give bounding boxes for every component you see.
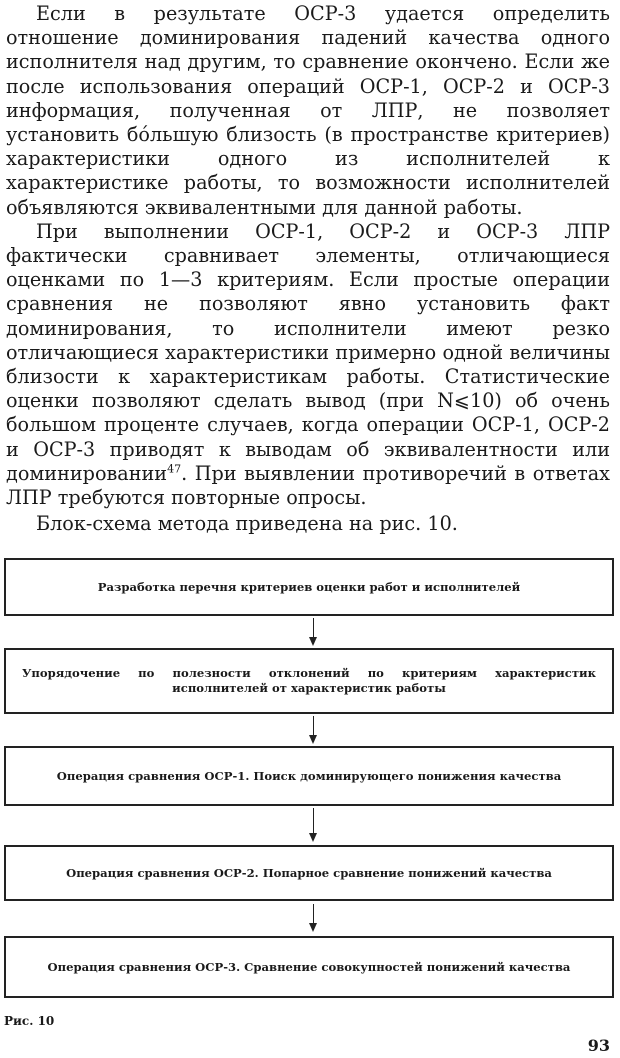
page-number: 93 xyxy=(587,1036,610,1055)
paragraph-1: Если в результате ОСР-3 удается определить отношение доминирования падений качества одного исполнителя над другим, то сравнение окончено. Если же после использования операций ОСР-1, ОСР-2 и ОСР-3 информация, полученная от ЛПР, не позволяет установить бóльшую близость (в пространстве критериев) характеристики одного из исполнителей к характеристике работы, то возможности исполнителей объявляются эквивалентными для данной работы. xyxy=(6,2,610,219)
footnote-reference: 47 xyxy=(167,462,182,476)
flowchart-step-1 xyxy=(4,558,614,616)
flow-arrow-1 xyxy=(313,618,314,644)
flowchart-step-4-label: Операция сравнения ОСР-2. Попарное сравнение понижений качества xyxy=(66,865,552,880)
paragraph-2-text: При выполнении ОСР-1, ОСР-2 и ОСР-3 ЛПР фактически сравнивает элементы, отличающиеся оценками по 1—3 критериям. Если простые операции сравнения не позволяют явно установить факт доминирования, то исполнители имеют резко отличающиеся характеристики примерно одной величины близости к характеристикам работы. Статистические оценки позволяют сделать вывод (при N⩽10) об очень большом проценте случаев, когда операции ОСР-1, ОСР-2 и ОСР-3 приводят к выводам об эквивалентности или доминировании xyxy=(6,219,610,485)
paragraph-2-tail: . При выявлении противоречий в ответах ЛПР требуются повторные опросы. xyxy=(6,461,610,510)
flow-arrow-3 xyxy=(313,808,314,840)
flowchart-step-2 xyxy=(4,648,614,714)
flowchart-step-3 xyxy=(4,746,614,806)
flowchart-step-1-label: Разработка перечня критериев оценки работ и исполнителей xyxy=(97,579,521,594)
flowchart-step-3-label: Операция сравнения ОСР-1. Поиск доминирующего понижения качества xyxy=(56,768,562,783)
flowchart-step-5-label: Операция сравнения ОСР-3. Сравнение совокупностей понижений качества xyxy=(47,959,571,974)
body-text xyxy=(6,2,610,536)
figure-caption: Рис. 10 xyxy=(4,1014,55,1028)
flow-arrow-4 xyxy=(313,904,314,930)
flowchart-step-2-label: Упорядочение по полезности отклонений по критериям характеристик исполнителей от характеристик работы xyxy=(22,666,596,695)
figure-reference-text: Блок-схема метода приведена на рис. 10. xyxy=(36,512,458,536)
flow-arrow-2 xyxy=(313,716,314,742)
flowchart-step-5 xyxy=(4,936,614,998)
flowchart-step-4 xyxy=(4,845,614,901)
paragraph-2 xyxy=(6,220,610,510)
